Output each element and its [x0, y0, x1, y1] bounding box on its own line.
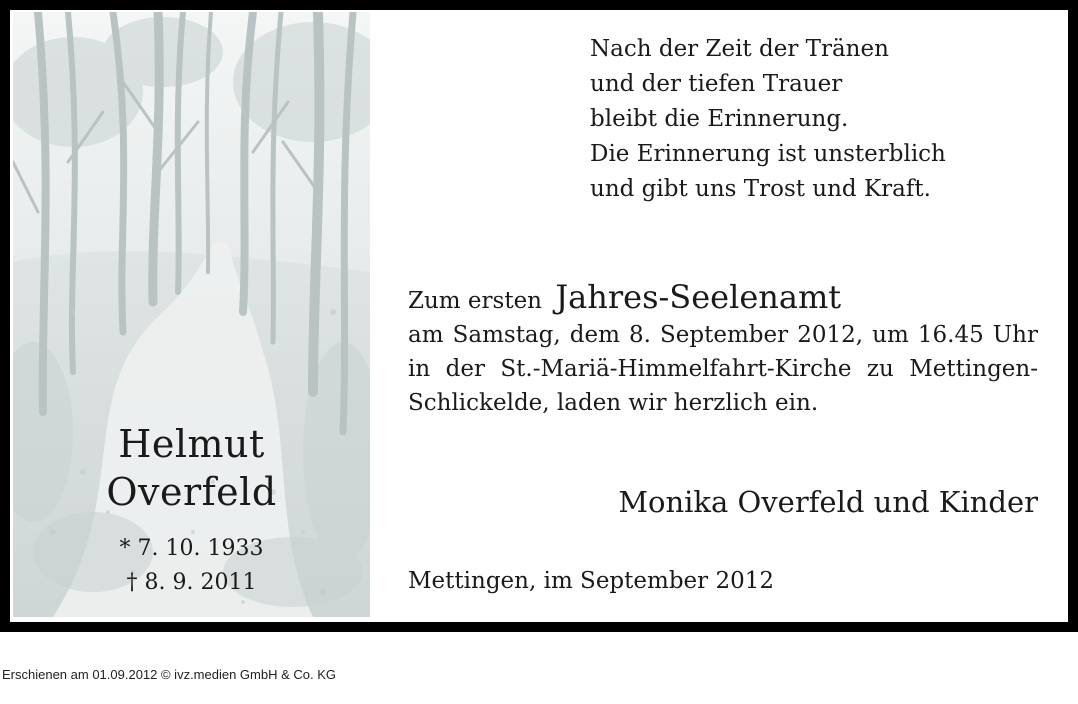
- poem-line: Nach der Zeit der Tränen: [590, 36, 889, 62]
- forest-path-photo: [13, 12, 370, 617]
- deceased-first-name: Helmut: [118, 422, 265, 466]
- poem-line: Die Erinnerung ist unsterblich: [590, 141, 946, 167]
- invitation-intro: Zum ersten: [408, 288, 542, 314]
- memorial-poem: [590, 32, 946, 207]
- poem-line: und gibt uns Trost und Kraft.: [590, 176, 931, 202]
- birth-date: * 7. 10. 1933: [119, 536, 264, 561]
- publication-footer: Erschienen am 01.09.2012 © ivz.medien GmbH & Co. KG: [2, 667, 337, 682]
- death-date: † 8. 9. 2011: [126, 570, 257, 595]
- poem-line: und der tiefen Trauer: [590, 71, 843, 97]
- poem-line: bleibt die Erinnerung.: [590, 106, 849, 132]
- invitation-line: am Samstag, dem 8. September 2012, um 16.45 Uhr: [408, 322, 1038, 348]
- deceased-last-name: Overfeld: [106, 470, 277, 514]
- memorial-mass-invitation: [408, 280, 1038, 420]
- invitation-line: in der St.-Mariä-Himmelfahrt-Kirche zu Mettingen-: [408, 356, 1038, 382]
- place-and-date: Mettingen, im September 2012: [408, 568, 774, 594]
- invitation-line: Schlickelde, laden wir herzlich ein.: [408, 390, 819, 416]
- family-signature: Monika Overfeld und Kinder: [618, 485, 1038, 519]
- invitation-title: Jahres-Seelenamt: [555, 278, 842, 316]
- invitation-headline: [408, 280, 1038, 318]
